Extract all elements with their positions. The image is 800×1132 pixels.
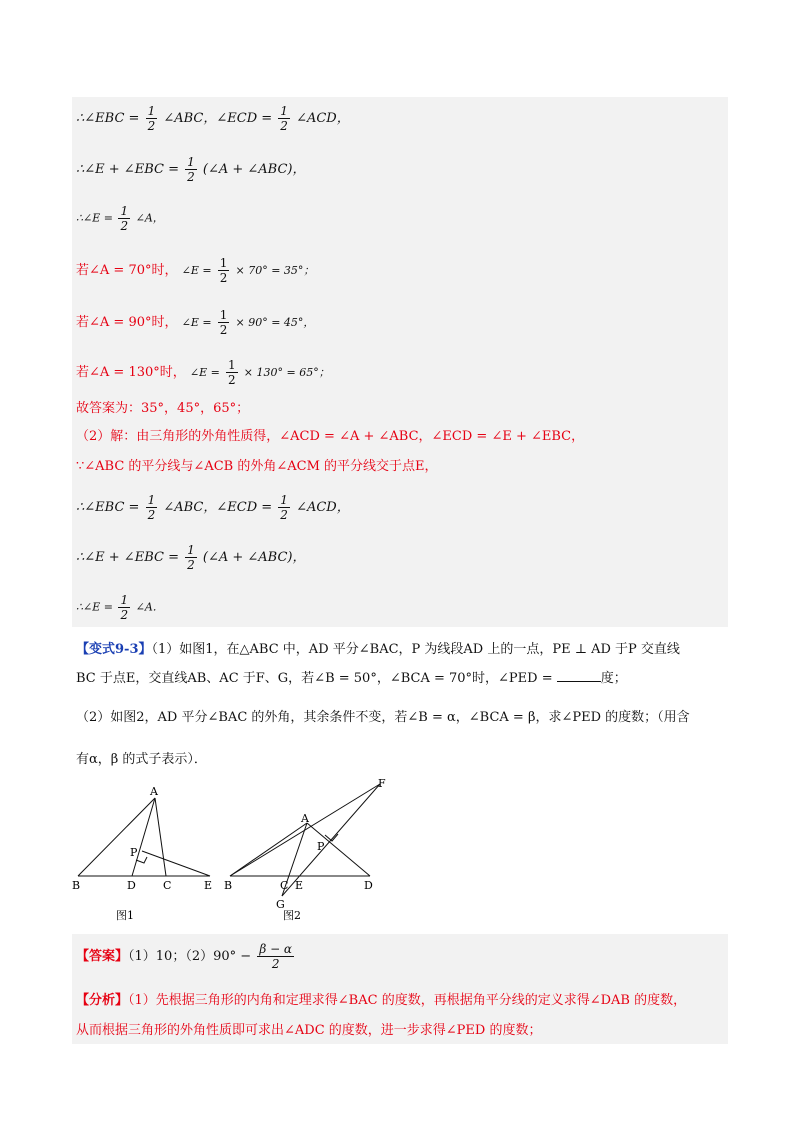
solution-line-12 xyxy=(76,593,164,622)
label-e: E xyxy=(295,879,304,892)
text: （1）先根据三角形的内角和定理求得∠BAC 的度数，再根据角平分线的定义求得∠DAB 的度数， xyxy=(128,993,687,1008)
label-c: C xyxy=(163,879,172,892)
label-d: D xyxy=(127,879,136,892)
numerator: 1 xyxy=(187,155,195,169)
denominator: 2 xyxy=(187,558,195,572)
solution-line-1 xyxy=(76,104,350,133)
answer-line xyxy=(76,942,296,971)
solution-line-7: 故答案为：35°，45°，65°； xyxy=(76,401,250,416)
label-e: E xyxy=(204,879,213,892)
fraction-half xyxy=(218,256,230,285)
solution-line-11 xyxy=(76,543,306,572)
numerator: 1 xyxy=(147,104,156,118)
numerator: 1 xyxy=(219,256,228,270)
answer-tag: 【答案】 xyxy=(76,949,129,964)
text: ∴∠EBC = xyxy=(76,500,140,515)
condition-text: 若∠A = 130°时， xyxy=(76,365,186,380)
segment-pe xyxy=(142,851,210,876)
text: ∠E = xyxy=(189,366,220,379)
denominator: 2 xyxy=(120,608,129,622)
label-f: F xyxy=(378,778,386,790)
denominator: 2 xyxy=(219,271,228,285)
solution-line-6 xyxy=(76,358,330,387)
solution-line-9: ∵∠ABC 的平分线与∠ACB 的外角∠ACM 的平分线交于点E， xyxy=(76,459,438,474)
denominator: 2 xyxy=(147,508,156,522)
numerator: β − α xyxy=(259,942,293,956)
denominator: 2 xyxy=(219,323,228,337)
text: ∴∠E + ∠EBC = xyxy=(76,162,179,177)
text: ∠ABC，∠ECD = xyxy=(163,111,273,126)
numerator: 1 xyxy=(219,308,228,322)
figure-1-caption: 图1 xyxy=(116,909,134,922)
text: ∠ACD， xyxy=(296,111,350,126)
text: ∠ACD， xyxy=(296,500,350,515)
solution-line-10 xyxy=(76,493,350,522)
label-p: P xyxy=(130,846,138,859)
text: ∠A， xyxy=(135,211,164,225)
denominator: 2 xyxy=(228,373,236,387)
label-g: G xyxy=(276,898,285,911)
segment-ba xyxy=(230,823,307,876)
fraction-half xyxy=(226,358,238,387)
text: ∠E = xyxy=(181,316,212,329)
text: ∴∠E = xyxy=(76,600,113,614)
answer-fraction xyxy=(257,942,294,971)
numerator: 1 xyxy=(280,493,288,507)
text: ∠ABC，∠ECD = xyxy=(163,500,273,515)
problem-tag: 【变式9-3】 xyxy=(76,642,152,657)
text: × 130° = 65°； xyxy=(243,366,330,379)
fraction-half xyxy=(118,204,130,233)
text: ∴∠E = xyxy=(76,211,113,225)
text: × 70° = 35°； xyxy=(235,264,315,277)
text: × 90° = 45°， xyxy=(235,316,315,329)
fraction-half xyxy=(185,155,197,184)
problem-line-3: （2）如图2，AD 平分∠BAC 的外角，其余条件不变，若∠B = α，∠BCA = β，求∠PED 的度数；（用含 xyxy=(76,710,690,725)
denominator: 2 xyxy=(271,957,280,971)
numerator: 1 xyxy=(280,104,288,118)
text: (∠A + ∠ABC)， xyxy=(202,550,306,565)
denominator: 2 xyxy=(120,219,129,233)
text: ∠E = xyxy=(181,264,212,277)
fraction-half xyxy=(146,104,158,133)
answer-text: （1）10；（2）90° − xyxy=(128,949,252,964)
solution-line-8: （2）解：由三角形的外角性质得，∠ACD = ∠A + ∠ABC，∠ECD = ∠E + ∠EBC， xyxy=(76,429,585,444)
fraction-half xyxy=(118,593,130,622)
solution-line-4 xyxy=(76,256,314,285)
solution-line-5 xyxy=(76,308,314,337)
text: 度； xyxy=(600,671,627,686)
fraction-half xyxy=(278,493,290,522)
figure-2 xyxy=(230,784,380,896)
text: ∴∠E + ∠EBC = xyxy=(76,550,179,565)
numerator: 1 xyxy=(147,493,156,507)
answer-blank[interactable] xyxy=(557,669,601,682)
analysis-tag: 【分析】 xyxy=(76,993,129,1008)
solution-line-2 xyxy=(76,155,306,184)
label-c: C xyxy=(280,879,289,892)
text: BC 于点E，交直线AB、AC 于F、G，若∠B = 50°，∠BCA = 70°时，∠PED = xyxy=(76,671,553,686)
solution-line-3 xyxy=(76,204,164,233)
figures xyxy=(70,778,400,928)
numerator: 1 xyxy=(228,358,236,372)
figure-1 xyxy=(78,798,210,876)
fraction-half xyxy=(278,104,290,133)
label-b: B xyxy=(224,879,233,892)
text: （1）如图1，在△ABC 中，AD 平分∠BAC，P 为线段AD 上的一点，PE ⊥ AD 于P 交直线 xyxy=(151,642,680,657)
denominator: 2 xyxy=(280,508,288,522)
denominator: 2 xyxy=(147,119,156,133)
problem-line-4: 有α，β 的式子表示）． xyxy=(76,752,207,767)
condition-text: 若∠A = 70°时， xyxy=(76,263,178,278)
fraction-half xyxy=(218,308,230,337)
fraction-half xyxy=(146,493,158,522)
text: (∠A + ∠ABC)， xyxy=(202,162,306,177)
condition-text: 若∠A = 90°时， xyxy=(76,315,178,330)
denominator: 2 xyxy=(187,170,195,184)
problem-line-1 xyxy=(76,640,680,660)
analysis-line-1 xyxy=(76,991,686,1011)
label-a: A xyxy=(301,812,309,825)
numerator: 1 xyxy=(120,593,129,607)
numerator: 1 xyxy=(187,543,195,557)
text: ∴∠EBC = xyxy=(76,111,140,126)
denominator: 2 xyxy=(280,119,288,133)
label-b: B xyxy=(72,879,81,892)
analysis-line-2: 从而根据三角形的外角性质即可求出∠ADC 的度数，进一步求得∠PED 的度数； xyxy=(76,1023,542,1038)
text: ∠A． xyxy=(135,600,164,614)
numerator: 1 xyxy=(120,204,129,218)
label-p: P xyxy=(317,840,325,853)
segment-ac xyxy=(155,798,166,876)
fraction-half xyxy=(185,543,197,572)
figure-2-caption: 图2 xyxy=(283,909,301,922)
label-d: D xyxy=(364,879,373,892)
label-a: A xyxy=(150,785,158,798)
problem-line-2 xyxy=(76,669,627,689)
